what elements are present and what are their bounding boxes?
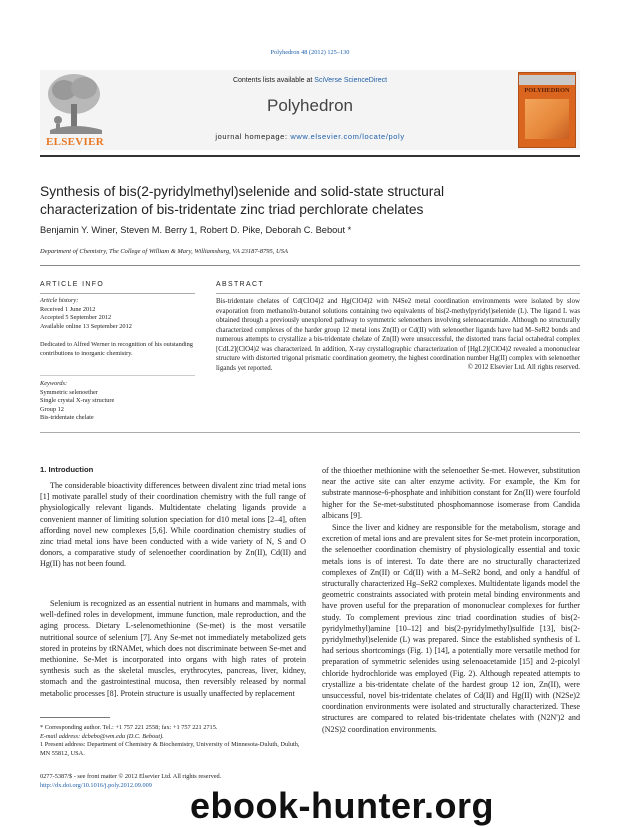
homepage-link[interactable]: www.elsevier.com/locate/poly xyxy=(290,132,405,141)
email-note[interactable]: E-mail address: dcbebo@wm.edu (D.C. Bebout). xyxy=(40,732,164,740)
homepage-prefix: journal homepage: xyxy=(215,132,291,141)
footnotes xyxy=(40,724,306,758)
title-line-1: Synthesis of bis(2-pyridylmethyl)selenide and solid-state structural xyxy=(40,184,445,199)
cover-title: POLYHEDRON xyxy=(524,87,570,94)
elsevier-tree-icon xyxy=(40,70,110,136)
affiliation: Department of Chemistry, The College of William & Mary, Williamsburg, VA 23187-8795, USA xyxy=(40,248,288,255)
keyword: Symmetric selenoether xyxy=(40,388,98,396)
contents-prefix: Contents lists available at xyxy=(232,77,315,84)
journal-reference[interactable]: Polyhedron 48 (2012) 125–130 xyxy=(270,49,350,56)
keyword: Single crystal X-ray structure xyxy=(40,397,115,405)
intro-paragraph: Selenium is recognized as an essential nutrient in humans and mammals, with well-defined roles in development, immune function, male reproduction, and the aging process. Dietary L-selenomethionine (Se-met) is the most versatile nutritional source of selenium [7]. Any Se-met not immediately metabolized gets stored in proteins by tRNAMet, which does not discriminate between Se-met and methionine. Se-Met is incorporated into organs with high rates of protein synthesis such as the skeletal muscles, erythrocytes, pancreas, liver, kidney, stomach and the gastrointestinal mucosa, then reversibly released by normal metabolic processes [8]. Protein structure is usually unaffected by replacement xyxy=(40,599,306,698)
journal-title: Polyhedron xyxy=(266,96,353,115)
article-title xyxy=(40,183,600,219)
journal-cover-thumbnail[interactable] xyxy=(518,72,576,148)
corresponding-author-note: * Corresponding author. Tel.: +1 757 221 2558; fax: +1 757 221 2715. xyxy=(40,724,218,731)
doi-link[interactable]: http://dx.doi.org/10.1016/j.poly.2012.09.009 xyxy=(40,782,152,789)
intro-paragraph: Since the liver and kidney are responsible for the metabolism, storage and excretion of metal ions and are prevalent sites for Se-met protein incorporation, the selenoether coordination chemistry of physiologically essential and toxic metals ions is of interest. To date there are no structurally characterized complexes of Zn(II) or Cd(II) with a M–SeR2 bond, and only a handful of structurally characterized Hg–SeR2 complexes. Multidentate ligands model the geometric constraints associated with protein metal binding environments and have proven useful for the preparation of mononuclear complexes for further study. To complement previous zinc triad coordination studies of bis(2-pyridylmethyl)amine [10–12] and bis(2-pyridylmethyl)sulfide [13], bis(2-pyridylmethyl)selenide (L) was prepared. Since the established synthesis of L had serious shortcomings (Fig. 1) [14], a potentially more versatile method for preparation of symmetric selenides using selenoacetamide [15] and 2-picolyl chloride hydrochloride was employed (Fig. 2). Although repeated attempts to crystallize a bis-tridentate chelate of the hardest group 12 ion, Zn(II), were unsuccessful, novel bis-tridentate chelates of Cd(II) and Hg(II) with (N2Se)2 coordination environments were isolated and structurally characterized. These structures are compared to related bis-tridentate chelates with (N2N')2 and (N2S)2 coordination environments. xyxy=(322,523,580,734)
section-heading-introduction: 1. Introduction xyxy=(40,465,94,474)
issn-line: 0277-5387/$ - see front matter © 2012 Elsevier Ltd. All rights reserved. xyxy=(40,773,222,780)
abstract-rule xyxy=(216,293,580,294)
footnote-rule xyxy=(40,717,110,718)
received-date: Received 1 June 2012 xyxy=(40,305,96,313)
author-list: Benjamin Y. Winer, Steven M. Berry 1, Robert D. Pike, Deborah C. Bebout * xyxy=(40,225,352,235)
elsevier-wordmark: ELSEVIER xyxy=(45,136,105,148)
abstract-text: Bis-tridentate chelates of Cd(ClO4)2 and Hg(ClO4)2 with N4Se2 metal coordination environments were isolated by slow evaporation from methanol/n-butanol solutions containing two equivalents of bis(2-methylpyridyl)selenide (L). The ligand L was obtained through a previously unexplored pathway to symmetric selenoethers involving selenoacetamide. Although no structurally characterized complexes of the harder group 12 metal ions Zn(II) or Cd(II) with selenoether ligands have had M–SeR2 bonds and numerous attempts to crystallize a bis-tridentate chelate of Zn(II) were unsuccessful, the distorted trans facial octahedral complex [CdL2](ClO4)2 was characterized. In addition, X-ray crystallographic characterization of [HgL2](ClO4)2 revealed a mononuclear structure with distorted trigonal prismatic coordination geometry, the highest coordination number Hg(II) complex with selenoether ligands yet reported. xyxy=(216,298,580,372)
article-info-rule xyxy=(40,293,195,294)
accepted-date: Accepted 5 September 2012 xyxy=(40,314,112,322)
intro-right-column xyxy=(322,465,580,827)
present-address-note: 1 Present address: Department of Chemistry & Biochemistry, University of Minnesota-Duluth, Duluth, MN 55812, USA. xyxy=(40,741,300,757)
abstract-copyright: © 2012 Elsevier Ltd. All rights reserved. xyxy=(467,364,580,371)
watermark-text: ebook-hunter.org xyxy=(190,785,494,826)
affiliation-rule xyxy=(40,265,580,266)
keywords-rule xyxy=(40,375,195,376)
keywords-block xyxy=(40,380,200,423)
keyword: Bis-tridentate chelate xyxy=(40,414,94,422)
header-rule xyxy=(40,155,580,157)
article-history xyxy=(40,297,200,331)
history-label: Article history: xyxy=(40,297,79,304)
title-line-2: characterization of bis-tridentate zinc triad perchlorate chelates xyxy=(40,202,424,217)
keyword: Group 12 xyxy=(40,405,64,413)
article-info-heading: ARTICLE INFO xyxy=(40,281,105,288)
abstract-heading: ABSTRACT xyxy=(216,281,264,288)
keywords-label: Keywords: xyxy=(40,380,68,387)
sciencedirect-link[interactable]: SciVerse ScienceDirect xyxy=(314,77,388,84)
dedication: Dedicated to Alfred Werner in recognition of his outstanding contributions to inorganic chemistry. xyxy=(40,341,193,357)
intro-paragraph: The considerable bioactivity differences between divalent zinc triad metal ions [1] motivate parallel study of their coordination chemistry with the full range of physiologically relevant ligands. Multidentate chelating ligands provide a convenient manner of limiting solution speciation for d10 metal ions [2–4], often affording novel new complexes [5,6]. While coordination chemistry studies of zinc triad metal ions have been conducted with a wide variety of N, S and O donors, a comparative study of selenoether coordination by Zn(II), Cd(II) and Hg(II) has not been found. xyxy=(40,481,306,569)
online-date: Available online 13 September 2012 xyxy=(40,322,132,330)
intro-paragraph: of the thioether methionine with the selenoether Se-met. However, substitution near the active site can alter enzyme activity. For example, the Km for substrate mannose-6-phosphate and inhibition constant for Zn(II) were fourfold higher for the Se-met-substituted phosphomannose isomerase from Candida albicans [9]. xyxy=(322,466,580,520)
elsevier-logo xyxy=(40,70,110,150)
body-top-rule xyxy=(40,432,580,433)
